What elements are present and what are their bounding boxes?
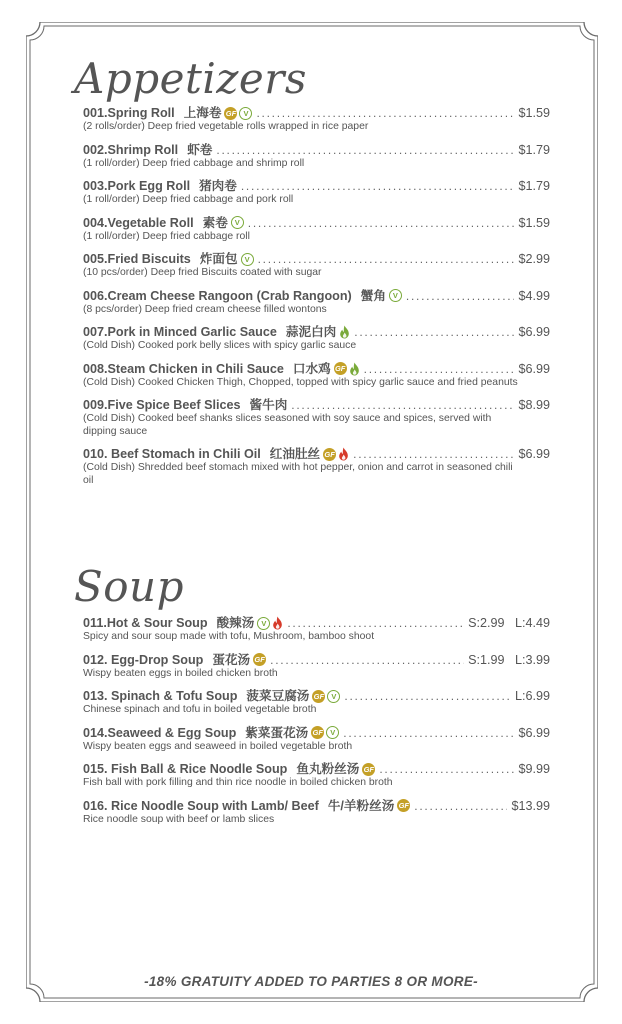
menu-item [83, 361, 550, 390]
item-name: 009.Five Spice Beef Slices [83, 398, 241, 412]
item-name: 003.Pork Egg Roll [83, 179, 191, 193]
dot-leader [258, 251, 515, 267]
item-description: Wispy beaten eggs and seaweed in boiled vegetable broth [83, 740, 353, 752]
vegetarian-icon: V [241, 253, 254, 266]
menu-item-row [83, 761, 550, 777]
diet-badges [312, 690, 340, 703]
menu-item [83, 397, 550, 438]
menu-item [83, 324, 550, 353]
vegetarian-icon: V [326, 726, 339, 739]
menu-item-row [83, 652, 550, 668]
appetizers-list [83, 105, 550, 487]
item-price: $6.99 [518, 361, 550, 376]
menu-item [83, 142, 550, 171]
item-description: Rice noodle soup with beef or lamb slices [83, 813, 275, 825]
menu-item [83, 725, 550, 754]
item-name: 016. Rice Noodle Soup with Lamb/ Beef [83, 798, 319, 813]
mild-spicy-icon [339, 325, 350, 339]
dot-leader [406, 288, 515, 304]
menu-item-row [83, 105, 550, 121]
section-title-appetizers: Appetizers [74, 54, 307, 103]
diet-badges [224, 107, 252, 120]
dot-leader [216, 142, 514, 158]
item-chinese-name: 虾卷 [187, 142, 213, 157]
item-chinese-name: 蟹角 [360, 288, 386, 303]
menu-item [83, 652, 550, 681]
menu-item [83, 688, 550, 717]
item-description: (10 pcs/order) Deep fried Biscuits coated with sugar [83, 267, 322, 278]
item-description: Wispy beaten eggs in boiled chicken broth [83, 667, 278, 679]
item-price: $1.59 [518, 106, 550, 120]
item-price: S:1.99 L:3.99 [468, 652, 550, 667]
diet-badges [362, 763, 375, 776]
item-name: 001.Spring Roll [83, 106, 175, 120]
item-name: 007.Pork in Minced Garlic Sauce [83, 325, 277, 339]
menu-item-row [83, 288, 550, 304]
dot-leader [241, 178, 515, 194]
dot-leader [248, 215, 515, 231]
item-description: Fish ball with pork filling and thin rice noodle in boiled chicken broth [83, 777, 393, 788]
mild-spicy-icon [349, 362, 360, 376]
item-price: S:2.99 L:4.49 [468, 616, 550, 630]
menu-item-row [83, 142, 550, 158]
item-description: (1 roll/order) Deep fried cabbage and pork roll [83, 194, 294, 205]
item-price: $4.99 [518, 288, 550, 303]
menu-item-row [83, 446, 550, 462]
gluten-free-icon: GF [254, 655, 265, 664]
item-price: $9.99 [518, 762, 550, 776]
vegetarian-icon: V [389, 289, 402, 302]
item-description: Chinese spinach and tofu in boiled vegetable broth [83, 704, 317, 715]
diet-badges [339, 325, 350, 339]
menu-item [83, 178, 550, 207]
menu-item [83, 288, 550, 317]
menu-item-row [83, 251, 550, 267]
menu-item-row [83, 725, 550, 741]
menu-item [83, 215, 550, 244]
item-chinese-name: 上海卷 [183, 106, 222, 120]
gluten-free-icon: GF [313, 691, 325, 701]
item-name: 002.Shrimp Roll [83, 142, 179, 157]
gluten-free-icon: GF [225, 108, 237, 118]
diet-badges [231, 216, 244, 229]
menu-item [83, 251, 550, 280]
diet-badges [241, 253, 254, 266]
item-name: 005.Fried Biscuits [83, 252, 191, 266]
item-chinese-name: 口水鸡 [292, 361, 331, 376]
item-name: 012. Egg-Drop Soup [83, 652, 204, 667]
item-description: Spicy and sour soup made with tofu, Mushroom, bamboo shoot [83, 631, 375, 642]
item-description: (8 pcs/order) Deep fried cream cheese filled wontons [83, 303, 327, 315]
hot-spicy-icon [272, 616, 283, 630]
item-price: $6.99 [518, 725, 550, 740]
dot-leader [344, 688, 511, 704]
item-chinese-name: 紫菜蛋花汤 [245, 725, 309, 740]
item-chinese-name: 酱牛肉 [249, 398, 288, 412]
diet-badges [397, 799, 410, 812]
dot-leader [364, 361, 515, 377]
item-description: (Cold Dish) Shredded beef stomach mixed with hot pepper, onion and carrot in seasoned chili oil [83, 462, 513, 486]
item-chinese-name: 炸面包 [199, 252, 238, 266]
item-description: (1 roll/order) Deep fried cabbage and shrimp roll [83, 157, 305, 169]
dot-leader [270, 652, 464, 668]
item-price: $1.59 [518, 215, 550, 230]
dot-leader [379, 761, 514, 777]
vegetarian-icon: V [327, 690, 340, 703]
item-name: 010. Beef Stomach in Chili Oil [83, 447, 261, 461]
dot-leader [414, 798, 507, 814]
item-name: 011.Hot & Sour Soup [83, 616, 208, 630]
section-title-soup: Soup [74, 562, 184, 611]
menu-item-row [83, 215, 550, 231]
gluten-free-icon: GF [334, 364, 346, 373]
item-description: (1 roll/order) Deep fried cabbage roll [83, 230, 250, 242]
item-chinese-name: 红油肚丝 [269, 447, 321, 461]
item-name: 014.Seaweed & Egg Soup [83, 725, 237, 740]
item-description: (Cold Dish) Cooked pork belly slices with spicy garlic sauce [83, 340, 357, 351]
diet-badges [334, 362, 360, 376]
item-price: $8.99 [518, 398, 550, 412]
dot-leader [343, 725, 514, 741]
diet-badges [253, 653, 266, 666]
dot-leader [353, 446, 514, 462]
item-name: 013. Spinach & Tofu Soup [83, 689, 238, 703]
menu-item [83, 761, 550, 790]
item-price: $1.79 [518, 179, 550, 193]
item-description: (2 rolls/order) Deep fried vegetable rolls wrapped in rice paper [83, 121, 369, 132]
item-chinese-name: 蛋花汤 [212, 652, 251, 667]
diet-badges [389, 289, 402, 302]
menu-item [83, 105, 550, 134]
menu-item-row [83, 397, 550, 413]
item-price: $13.99 [511, 798, 550, 813]
diet-badges [257, 616, 283, 630]
item-name: 006.Cream Cheese Rangoon (Crab Rangoon) [83, 288, 352, 303]
menu-item [83, 615, 550, 644]
dot-leader [291, 397, 514, 413]
diet-badges [311, 726, 339, 739]
item-name: 015. Fish Ball & Rice Noodle Soup [83, 762, 288, 776]
dot-leader [354, 324, 514, 340]
menu-item-row [83, 688, 550, 704]
gluten-free-icon: GF [398, 801, 409, 810]
item-chinese-name: 牛/羊粉丝汤 [327, 798, 395, 813]
item-price: $6.99 [518, 325, 550, 339]
menu-item-row [83, 324, 550, 340]
hot-spicy-icon [338, 447, 349, 461]
item-price: L:6.99 [514, 689, 550, 703]
item-description: (Cold Dish) Cooked Chicken Thigh, Chopped, topped with spicy garlic sauce and fried peanuts [83, 376, 518, 388]
item-chinese-name: 酸辣汤 [216, 616, 255, 630]
dot-leader [287, 615, 464, 631]
item-chinese-name: 素卷 [202, 215, 228, 230]
diet-badges [323, 447, 349, 461]
soup-list [83, 615, 550, 826]
menu-item-row [83, 361, 550, 377]
gluten-free-icon: GF [324, 449, 335, 459]
item-name: 008.Steam Chicken in Chili Sauce [83, 361, 284, 376]
menu-item [83, 446, 550, 487]
menu-item-row [83, 798, 550, 814]
item-chinese-name: 菠菜豆腐汤 [246, 689, 310, 703]
gluten-free-icon: GF [363, 764, 375, 774]
menu-item [83, 798, 550, 827]
vegetarian-icon: V [239, 107, 252, 120]
vegetarian-icon: V [257, 617, 270, 630]
item-chinese-name: 蒜泥白肉 [285, 325, 337, 339]
gratuity-notice: -18% GRATUITY ADDED TO PARTIES 8 OR MORE- [144, 974, 478, 989]
item-chinese-name: 猪肉卷 [199, 179, 237, 193]
item-description: (Cold Dish) Cooked beef shanks slices seasoned with soy sauce and spices, served with dipping sauce [83, 413, 492, 437]
item-chinese-name: 鱼丸粉丝汤 [296, 762, 360, 776]
vegetarian-icon: V [231, 216, 244, 229]
item-price: $1.79 [518, 142, 550, 157]
menu-item-row [83, 615, 550, 631]
menu-item-row [83, 178, 550, 194]
dot-leader [256, 105, 514, 121]
item-price: $6.99 [518, 447, 550, 461]
item-price: $2.99 [518, 252, 550, 266]
item-name: 004.Vegetable Roll [83, 215, 194, 230]
gluten-free-icon: GF [312, 728, 323, 737]
